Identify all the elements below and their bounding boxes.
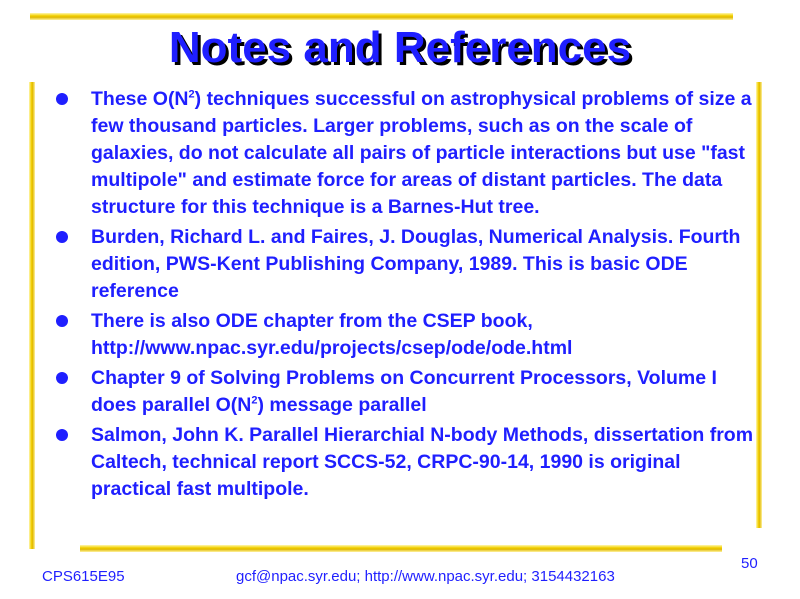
top-border-bar (30, 13, 733, 20)
bullet-dot-icon (56, 93, 68, 105)
bullet-text: There is also ODE chapter from the CSEP book, http://www.npac.syr.edu/projects/csep/ode/ode.html (91, 310, 573, 359)
slide-title: Notes and References (168, 23, 632, 72)
bullet-dot-icon (56, 315, 68, 327)
footer-course-code: CPS615E95 (42, 568, 125, 585)
bullet-item (55, 365, 755, 419)
bullet-item (55, 422, 755, 503)
bottom-border-bar (80, 545, 722, 552)
bullet-text: Burden, Richard L. and Faires, J. Douglas, Numerical Analysis. Fourth edition, PWS-Kent Publishing Company, 1989. This is basic ODE reference (91, 226, 741, 302)
bullet-text: Salmon, John K. Parallel Hierarchial N-body Methods, dissertation from Caltech, technical report SCCS-52, CRPC-90-14, 1990 is original practical fast multipole. (91, 424, 754, 500)
bullet-item (55, 224, 755, 305)
bullet-text: Chapter 9 of Solving Problems on Concurrent Processors, Volume I does parallel $O(N^2)$ message parallel (91, 367, 717, 416)
bullet-list (55, 86, 755, 506)
bullet-text: These $O(N^2)$ techniques successful on astrophysical problems of size a few thousand particles. Larger problems, such as on the scale of galaxies, do not calculate all pairs of particle interactions but use "fast multipole" and estimate force for areas of distant particles. The data structure for this technique is a Barnes-Hut tree. (91, 88, 752, 218)
bullet-dot-icon (56, 372, 68, 384)
bullet-item (55, 308, 755, 362)
footer-contact: gcf@npac.syr.edu; http://www.npac.syr.edu; 3154432163 (236, 568, 615, 585)
bullet-dot-icon (56, 429, 68, 441)
left-border-bar (29, 82, 35, 549)
page-number: 50 (741, 555, 758, 572)
right-border-bar (756, 82, 762, 528)
bullet-dot-icon (56, 231, 68, 243)
bullet-item (55, 86, 755, 221)
